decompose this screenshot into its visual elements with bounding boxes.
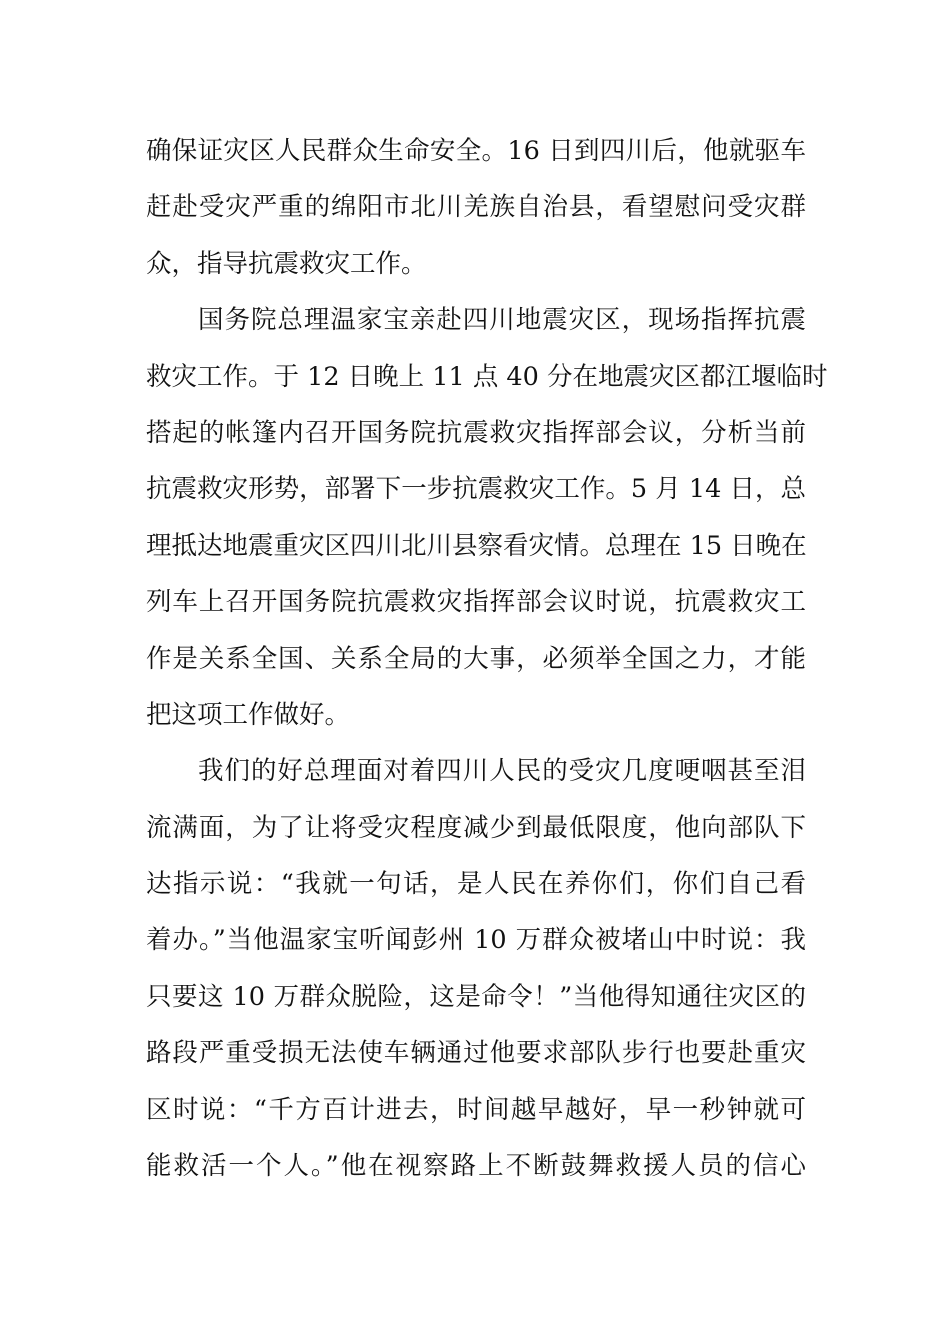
body-text	[146, 123, 828, 1194]
text-line: 抗震救灾形势，部署下一步抗震救灾工作。5 月 14 日，总	[146, 474, 806, 505]
text-line: 路段严重受损无法使车辆通过他要求部队步行也要赴重灾	[146, 1038, 806, 1069]
text-line: 把这项工作做好。	[146, 699, 351, 730]
paragraph-3	[146, 743, 806, 1194]
text-line: 着办。”当他温家宝听闻彭州 10 万群众被堵山中时说：我	[146, 925, 806, 956]
text-line: 列车上召开国务院抗震救灾指挥部会议时说，抗震救灾工	[146, 587, 806, 618]
text-line: 我们的好总理面对着四川人民的受灾几度哽咽甚至泪	[198, 756, 806, 787]
text-line: 理抵达地震重灾区四川北川县察看灾情。总理在 15 日晚在	[146, 530, 807, 561]
text-line: 流满面，为了让将受灾程度减少到最低限度，他向部队下	[146, 812, 806, 843]
text-line: 能救活一个人。”他在视察路上不断鼓舞救援人员的信心	[146, 1151, 806, 1182]
text-line: 确保证灾区人民群众生命安全。16 日到四川后，他就驱车	[146, 136, 806, 166]
text-line: 搭起的帐篷内召开国务院抗震救灾指挥部会议，分析当前	[146, 417, 806, 448]
paragraph-1	[146, 123, 806, 292]
text-line: 赶赴受灾严重的绵阳市北川羌族自治县，看望慰问受灾群	[146, 192, 806, 223]
text-line: 只要这 10 万群众脱险，这是命令！”当他得知通往灾区的	[146, 981, 806, 1012]
text-line: 众，指导抗震救灾工作。	[146, 248, 427, 279]
text-line: 国务院总理温家宝亲赴四川地震灾区，现场指挥抗震	[198, 305, 806, 336]
text-line: 作是关系全国、关系全局的大事，必须举全国之力，才能	[146, 643, 806, 674]
paragraph-2	[146, 292, 828, 743]
text-line: 达指示说：“我就一句话，是人民在养你们，你们自己看	[146, 869, 806, 900]
text-line: 救灾工作。于 12 日晚上 11 点 40 分在地震灾区都江堰临时	[146, 361, 828, 392]
text-line: 区时说：“千方百计进去，时间越早越好，早一秒钟就可	[146, 1094, 806, 1125]
